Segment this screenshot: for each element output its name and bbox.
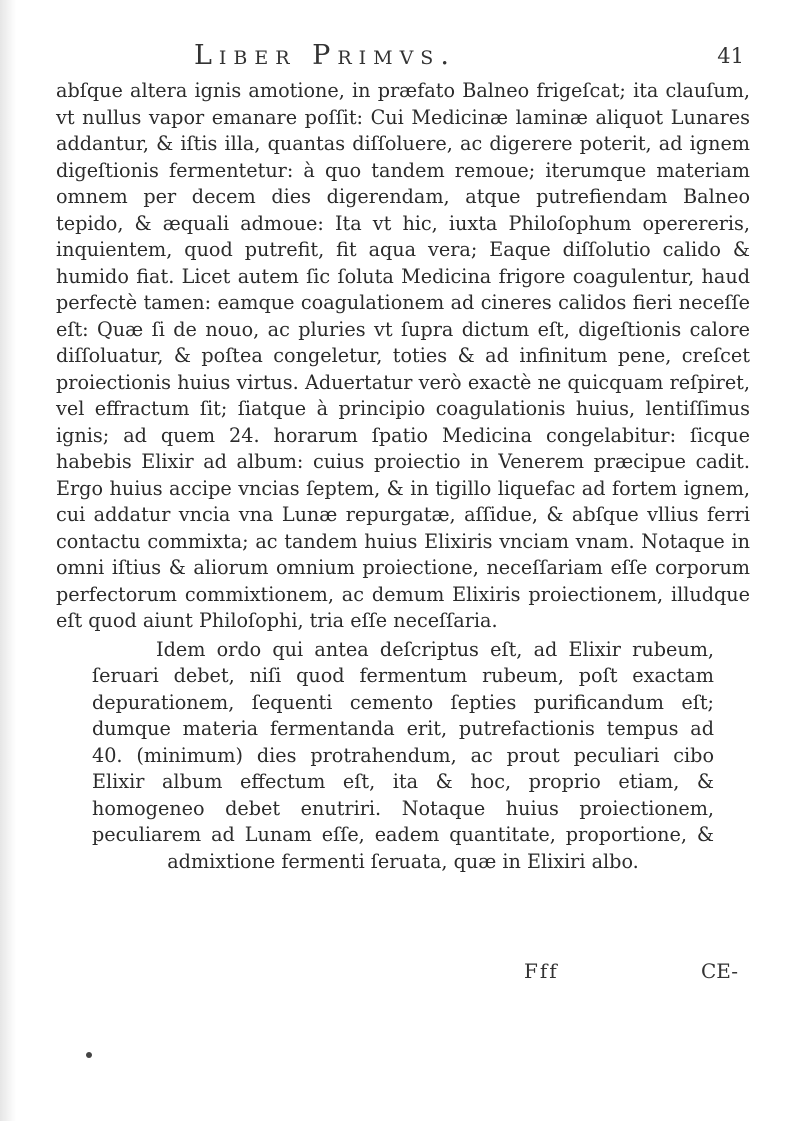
page-footer: [56, 959, 750, 999]
running-head: [56, 38, 750, 78]
scan-edge-shadow: [0, 0, 16, 1121]
signature-mark: Fff: [524, 959, 559, 983]
ink-speck-decoration: [86, 1052, 92, 1058]
catchword: CE-: [700, 959, 738, 983]
body-paragraph-1: abſque altera ignis amotione, in præfato Balneo frigeſcat; ita clauſum, vt nullus vapor emanare poſſit: Cui Medicinæ laminæ aliquot Lunares addantur, & iſtis illa, quantas diſſoluere, ac digerere poterit, ad ignem digeſtionis fermentetur: à quo tandem remoue; iterumque materiam omnem per decem dies digerendam, atque putrefiendam Balneo tepido, & æquali admoue: Ita vt hic, iuxta Philoſophum operereris, inquientem, quod putrefit, fit aqua vera; Eaque diſſolutio calido & humido fiat. Licet autem ſic ſoluta Medicina frigore coagulentur, haud perfectè tamen: eamque coagulationem ad cineres calidos fieri neceſſe eſt: Quæ ſi de nouo, ac pluries vt ſupra dictum eſt, digeſtionis calore diſſoluatur, & poſtea congeletur, toties & ad infinitum pene, creſcet proiectionis huius virtus. Aduertatur verò exactè ne quicquam reſpiret, vel effractum ſit; ſiatque à principio coagulationis huius, lentiſſimus ignis; ad quem 24. horarum ſpatio Medicina congelabitur: ſicque habebis Elixir ad album: cuius proiectio in Venerem præcipue cadit. Ergo huius accipe vncias ſeptem, & in tigillo liquefac ad fortem ignem, cui addatur vncia vna Lunæ repurgatæ, aſſidue, & abſque vllius ferri contactu commixta; ac tandem huius Elixiris vnciam vnam. Notaque in omni iſtius & aliorum omnium proiectione, neceſſariam eſſe corporum perfectorum commixtionem, ac demum Elixiris proiectionem, illudque eſt quod aiunt Philoſophi, tria eſſe neceſſaria.: [56, 79, 750, 632]
running-title: Liber Primvs.: [194, 40, 456, 71]
body-paragraph-2: Idem ordo qui antea deſcriptus eſt, ad Elixir rubeum, ſeruari debet, niſi quod fermentum rubeum, poſt exactam depurationem, ſequenti cemento ſepties purificandum eſt; dumque materia fermentanda erit, putrefactionis tempus ad 40. (minimum) dies protrahendum, ac prout peculiari cibo Elixir album effectum eſt, ita & hoc, proprio etiam, & homogeneo debet enutriri. Notaque huius proiectionem, peculiarem ad Lunam eſſe, eadem quantitate, proportione, & admixtione fermenti ſeruata, quæ in Elixiri albo.: [92, 637, 714, 873]
page-number: 41: [717, 44, 744, 68]
